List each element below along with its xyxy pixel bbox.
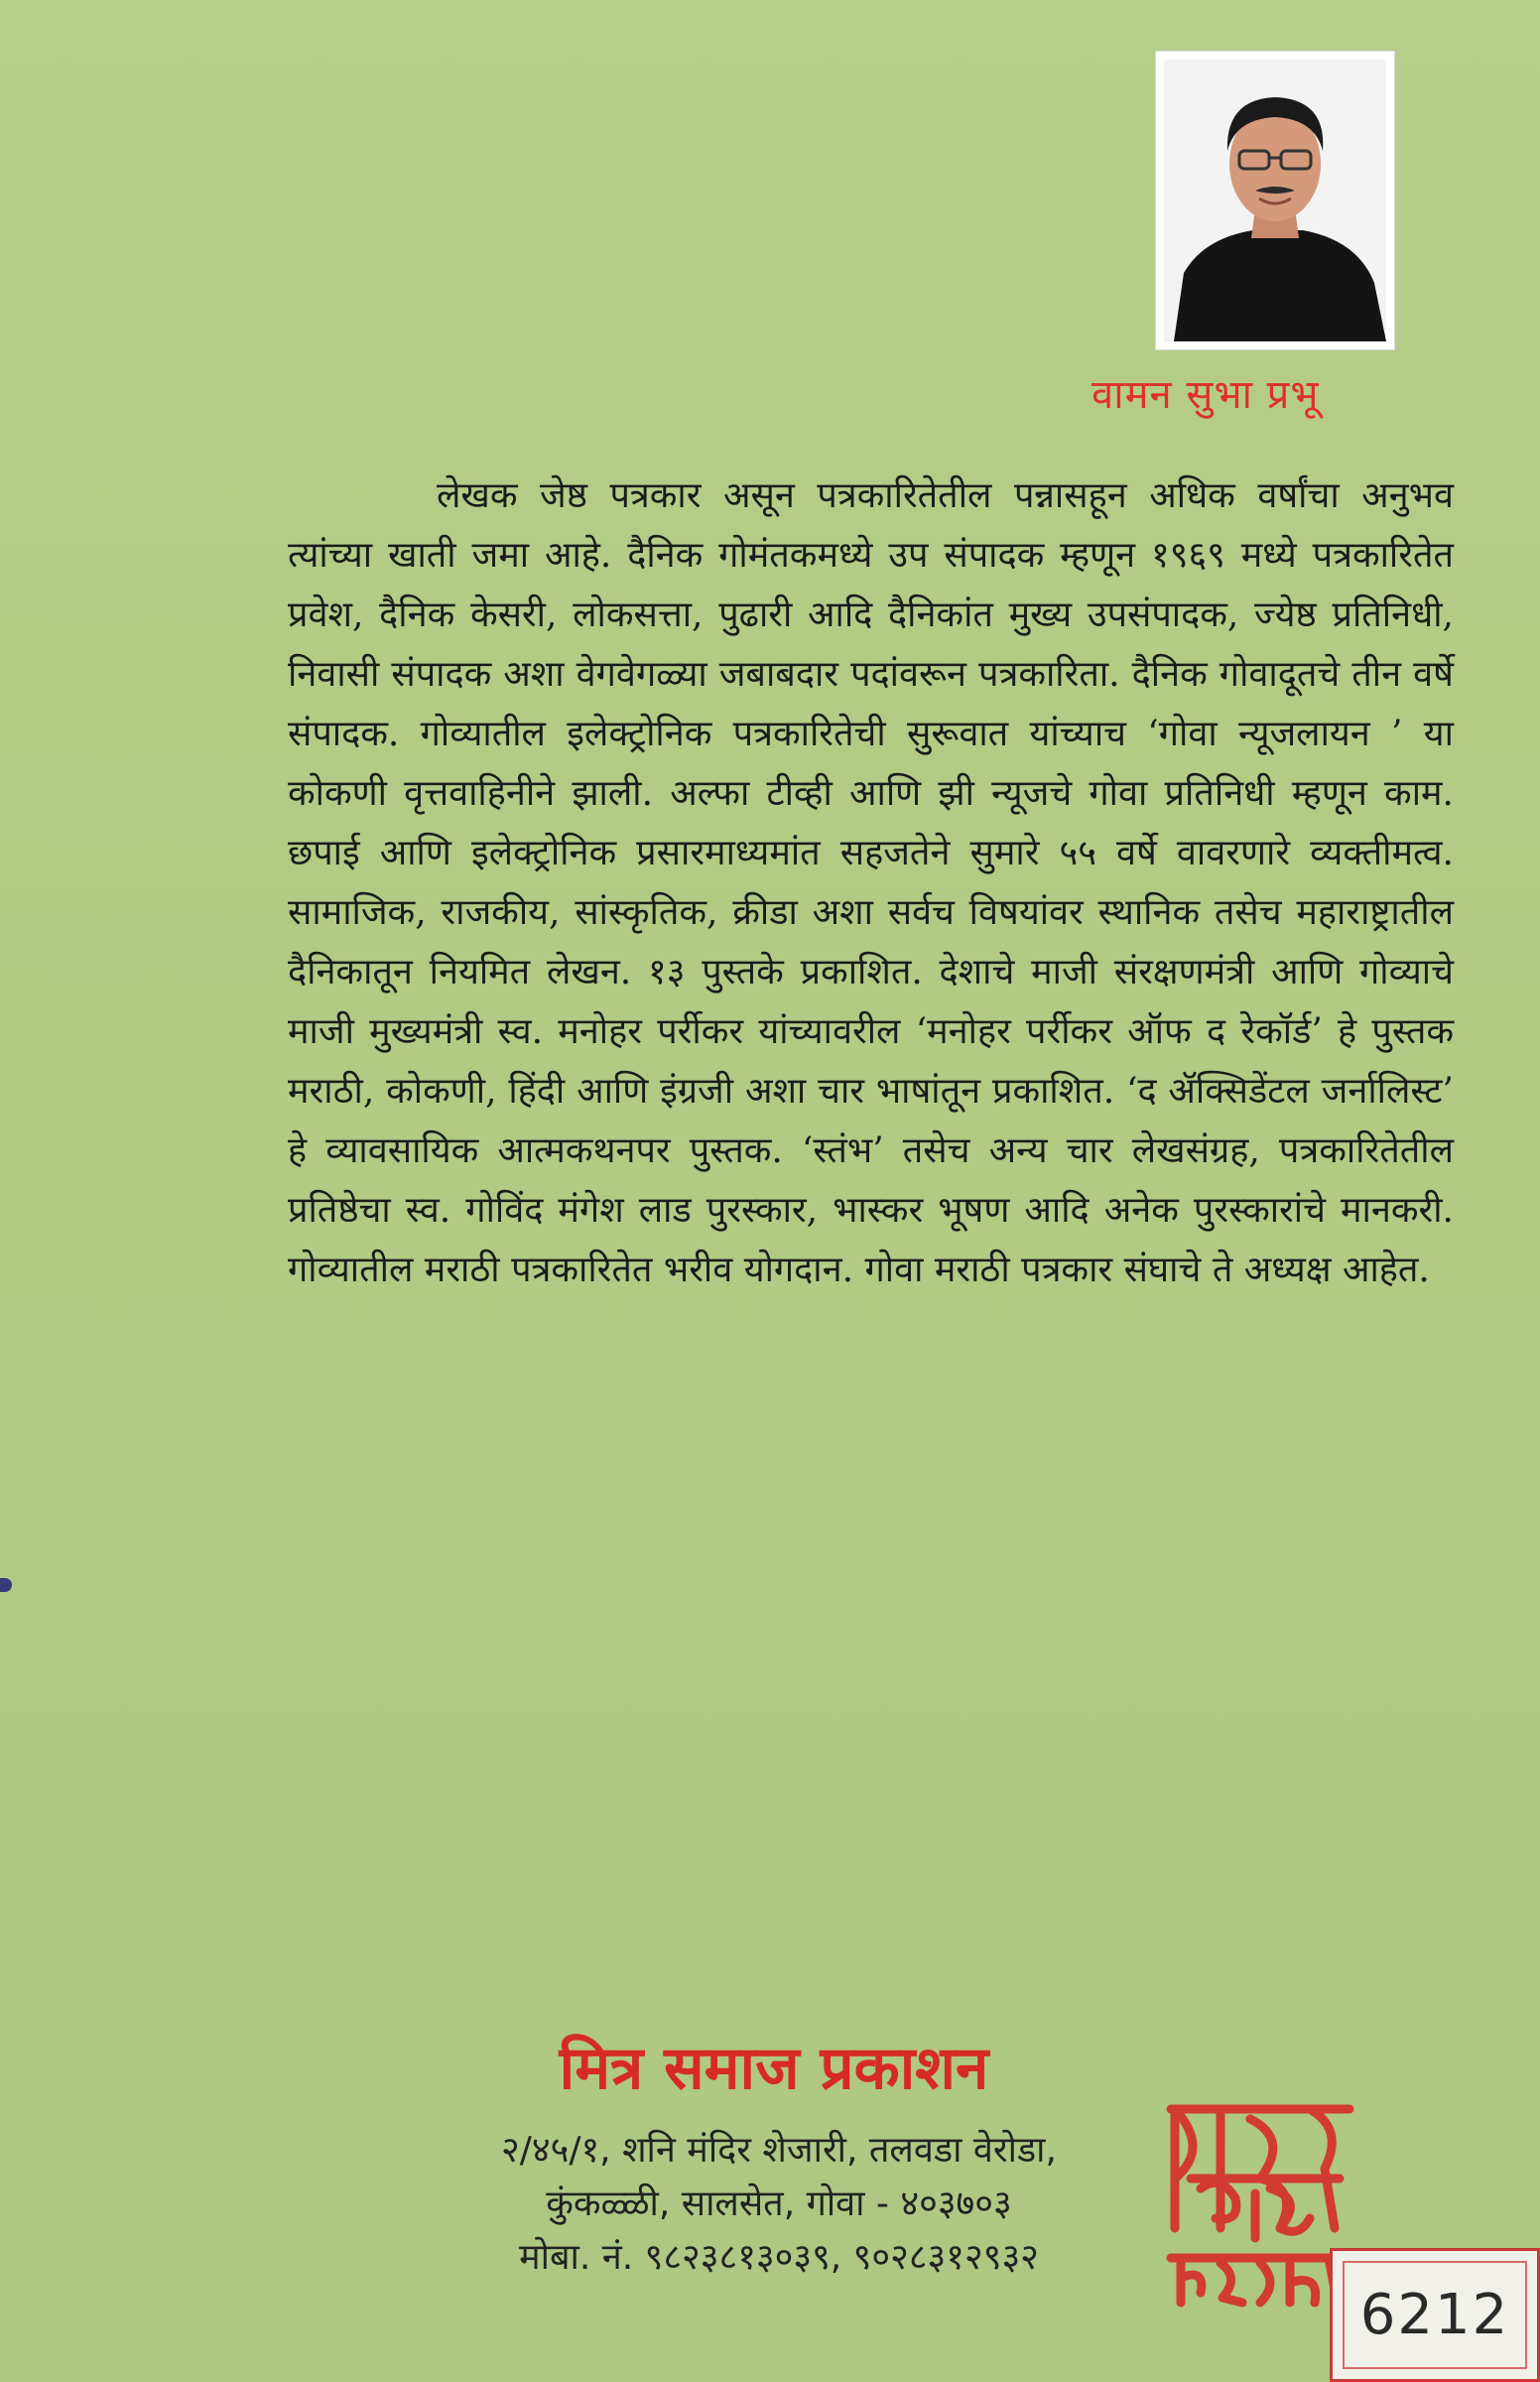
label-number: 6212	[1359, 2283, 1510, 2347]
address-line-2: कुंकळ्ळी, सालसेत, गोवा - ४०३७०३	[546, 2184, 1012, 2224]
address-line-1: २/४५/१, शनि मंदिर शेजारी, तलवडा वेरोडा,	[501, 2130, 1057, 2171]
publisher-address	[357, 2124, 1201, 2285]
publisher-name: मित्र समाज प्रकाशन	[559, 2034, 989, 2103]
author-name: वामन सुभा प्रभू	[1091, 372, 1320, 418]
author-portrait-image	[1164, 60, 1386, 341]
phone-line: मोबा. नं. ९८२३८१३०३९, ९०२८३१२९३२	[519, 2237, 1039, 2278]
author-biography: लेखक जेष्ठ पत्रकार असून पत्रकारितेतील पन्नासहून अधिक वर्षांचा अनुभव त्यांच्या खाती जमा आहे. दैनिक गोमंतकमध्ये उप संपादक म्हणून १९६९ मध्ये पत्रकारितेत प्रवेश, दैनिक केसरी, लोकसत्ता, पुढारी आदि दैनिकांत मुख्य उपसंपादक, ज्येष्ठ प्रतिनिधी, निवासी संपादक अशा वेगवेगळ्या जबाबदार पदांवरून पत्रकारिता. दैनिक गोवादूतचे तीन वर्षे संपादक. गोव्यातील इलेक्ट्रोनिक पत्रकारितेची सुरूवात यांच्याच ‘गोवा न्यूजलायन ’ या कोकणी वृत्तवाहिनीने झाली. अल्फा टीव्ही आणि झी न्यूजचे गोवा प्रतिनिधी म्हणून काम. छपाई आणि इलेक्ट्रोनिक प्रसारमाध्यमांत सहजतेने सुमारे ५५ वर्षे वावरणारे व्यक्तीमत्व. सामाजिक, राजकीय, सांस्कृतिक, क्रीडा अशा सर्वच विषयांवर स्थानिक तसेच महाराष्ट्रातील दैनिकातून नियमित लेखन. १३ पुस्तके प्रकाशित. देशाचे माजी संरक्षणमंत्री आणि गोव्याचे माजी मुख्यमंत्री स्व. मनोहर पर्रीकर यांच्यावरील ‘मनोहर पर्रीकर ऑफ द रेकॉर्ड’ हे पुस्तक मराठी, कोकणी, हिंदी आणि इंग्रजी अशा चार भाषांतून प्रकाशित. ‘द ॲक्सिडेंटल जर्नालिस्ट’ हे व्यावसायिक आत्मकथनपर पुस्तक. ‘स्तंभ’ तसेच अन्य चार लेखसंग्रह, पत्रकारितेतील प्रतिष्ठेचा स्व. गोविंद मंगेश लाड पुरस्कार, भास्कर भूषण आदि अनेक पुरस्कारांचे मानकरी. गोव्यातील मराठी पत्रकारितेत भरीव योगदान. गोवा मराठी पत्रकार संघाचे ते अध्यक्ष आहेत.	[288, 475, 1454, 1290]
edge-mark	[0, 1578, 12, 1592]
author-photo	[1156, 52, 1394, 349]
library-label-tag	[1330, 2248, 1540, 2382]
